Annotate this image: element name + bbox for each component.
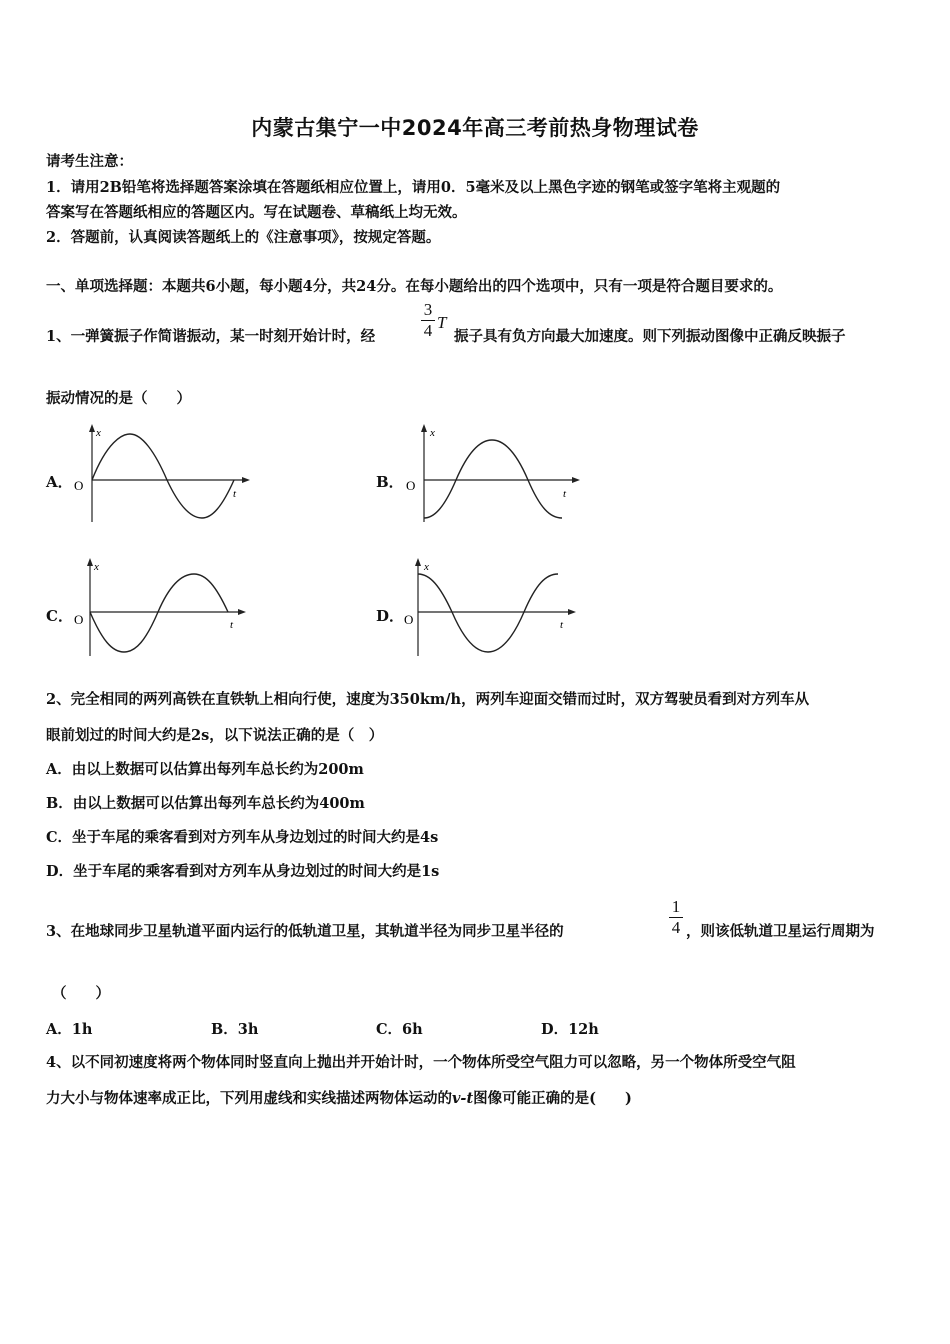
graph-b-t-label: t — [563, 488, 567, 500]
q1-graph-d[interactable] — [400, 556, 590, 660]
graph-a-origin: O — [74, 478, 84, 493]
graph-a-y-arrow — [89, 424, 95, 432]
q1-frac-num: 3 — [423, 300, 433, 319]
q4-text-line2 — [46, 1089, 632, 1109]
graph-b-t-arrow — [572, 477, 580, 483]
q3-option-d[interactable]: D．12h — [541, 1021, 599, 1038]
q3-option-a[interactable]: A．1h — [46, 1021, 93, 1038]
q3-text-part2: ，则该低轨道卫星运行周期为 — [686, 923, 875, 940]
graph-d-y-arrow — [415, 558, 421, 566]
q4-text-line1: 4、以不同初速度将两个物体同时竖直向上抛出并开始计时，一个物体所受空气阻力可以忽略，另一个物体所受空气阻 — [46, 1054, 796, 1071]
graph-d-x-label: x — [424, 561, 429, 573]
graph-b-x-label: x — [430, 427, 435, 439]
q2-option-a[interactable]: A．由以上数据可以估算出每列车总长约为200m — [46, 761, 364, 778]
q4-text-line2-a: 力大小与物体速率成正比，下列用虚线和实线描述两物体运动的 — [46, 1090, 452, 1107]
graph-c-curve — [90, 574, 228, 652]
q3-option-b[interactable]: B．3h — [211, 1021, 259, 1038]
graph-d-t-label: t — [560, 619, 564, 631]
q1-text-line2: 振动情况的是（ ） — [46, 390, 191, 407]
q1-text-part2: 振子具有负方向最大加速度。则下列振动图像中正确反映振子 — [454, 328, 846, 345]
notice-item-1-cont: 答案写在答题纸相应的答题区内。写在试题卷、草稿纸上均无效。 — [46, 204, 467, 221]
q2-option-d[interactable]: D．坐于车尾的乘客看到对方列车从身边划过的时间大约是1s — [46, 863, 440, 880]
q1-graph-b[interactable] — [400, 422, 590, 526]
graph-b-origin: O — [406, 478, 416, 493]
q3-fraction — [669, 898, 683, 937]
q1-option-c-label[interactable]: C． — [46, 607, 73, 625]
q3-frac-num: 1 — [671, 897, 681, 916]
graph-c-origin: O — [74, 612, 84, 627]
graph-d-curve — [418, 574, 558, 652]
q3-option-c[interactable]: C．6h — [376, 1021, 423, 1038]
q1-option-d-label[interactable]: D． — [376, 607, 405, 625]
graph-a-t-arrow — [242, 477, 250, 483]
q1-fraction — [421, 301, 435, 340]
graph-a-x-label: x — [96, 427, 101, 439]
q1-frac-var: T — [437, 313, 447, 332]
graph-c-x-label: x — [94, 561, 99, 573]
graph-c-t-arrow — [238, 609, 246, 615]
q1-text-part1: 1、一弹簧振子作简谐振动，某一时刻开始计时，经 — [46, 328, 376, 345]
q2-option-c[interactable]: C．坐于车尾的乘客看到对方列车从身边划过的时间大约是4s — [46, 829, 439, 846]
graph-d-t-arrow — [568, 609, 576, 615]
q3-text-part1: 3、在地球同步卫星轨道平面内运行的低轨道卫星，其轨道半径为同步卫星半径的 — [46, 923, 564, 940]
q1-graph-a[interactable] — [70, 422, 260, 526]
q2-option-b[interactable]: B．由以上数据可以估算出每列车总长约为400m — [46, 795, 365, 812]
page-title: 内蒙古集宁一中2024年高三考前热身物理试卷 — [251, 116, 699, 140]
q4-text-line2-b: 图像可能正确的是( ) — [473, 1090, 632, 1107]
q3-frac-den: 4 — [671, 918, 681, 937]
section-heading: 一、单项选择题：本题共6小题，每小题4分，共24分。在每小题给出的四个选项中，只有一项是符合题目要求的。 — [46, 278, 783, 295]
graph-c-t-label: t — [230, 619, 234, 631]
notice-heading: 请考生注意： — [46, 153, 133, 170]
q3-text-line2: （ ） — [52, 985, 110, 1002]
graph-b-y-arrow — [421, 424, 427, 432]
q4-vt-variable: v-t — [452, 1090, 474, 1107]
graph-d-origin: O — [404, 612, 414, 627]
graph-b-curve — [424, 440, 562, 518]
graph-a-t-label: t — [233, 488, 237, 500]
q2-text-line1: 2、完全相同的两列高铁在直铁轨上相向行使，速度为350km/h，两列车迎面交错而过时，双方驾驶员看到对方列车从 — [46, 691, 810, 708]
notice-item-1: 1．请用2B铅笔将选择题答案涂填在答题纸相应位置上，请用0．5毫米及以上黑色字迹的钢笔或签字笔将主观题的 — [46, 179, 781, 196]
q2-text-line2: 眼前划过的时间大约是2s，以下说法正确的是（ ） — [46, 727, 384, 744]
graph-c-y-arrow — [87, 558, 93, 566]
q1-graph-c[interactable] — [70, 556, 260, 660]
q1-frac-den: 4 — [423, 321, 433, 340]
q1-option-b-label[interactable]: B． — [376, 473, 404, 491]
graph-a-curve — [92, 434, 234, 518]
notice-item-2: 2．答题前，认真阅读答题纸上的《注意事项》，按规定答题。 — [46, 229, 441, 246]
q1-option-a-label[interactable]: A． — [46, 473, 73, 491]
